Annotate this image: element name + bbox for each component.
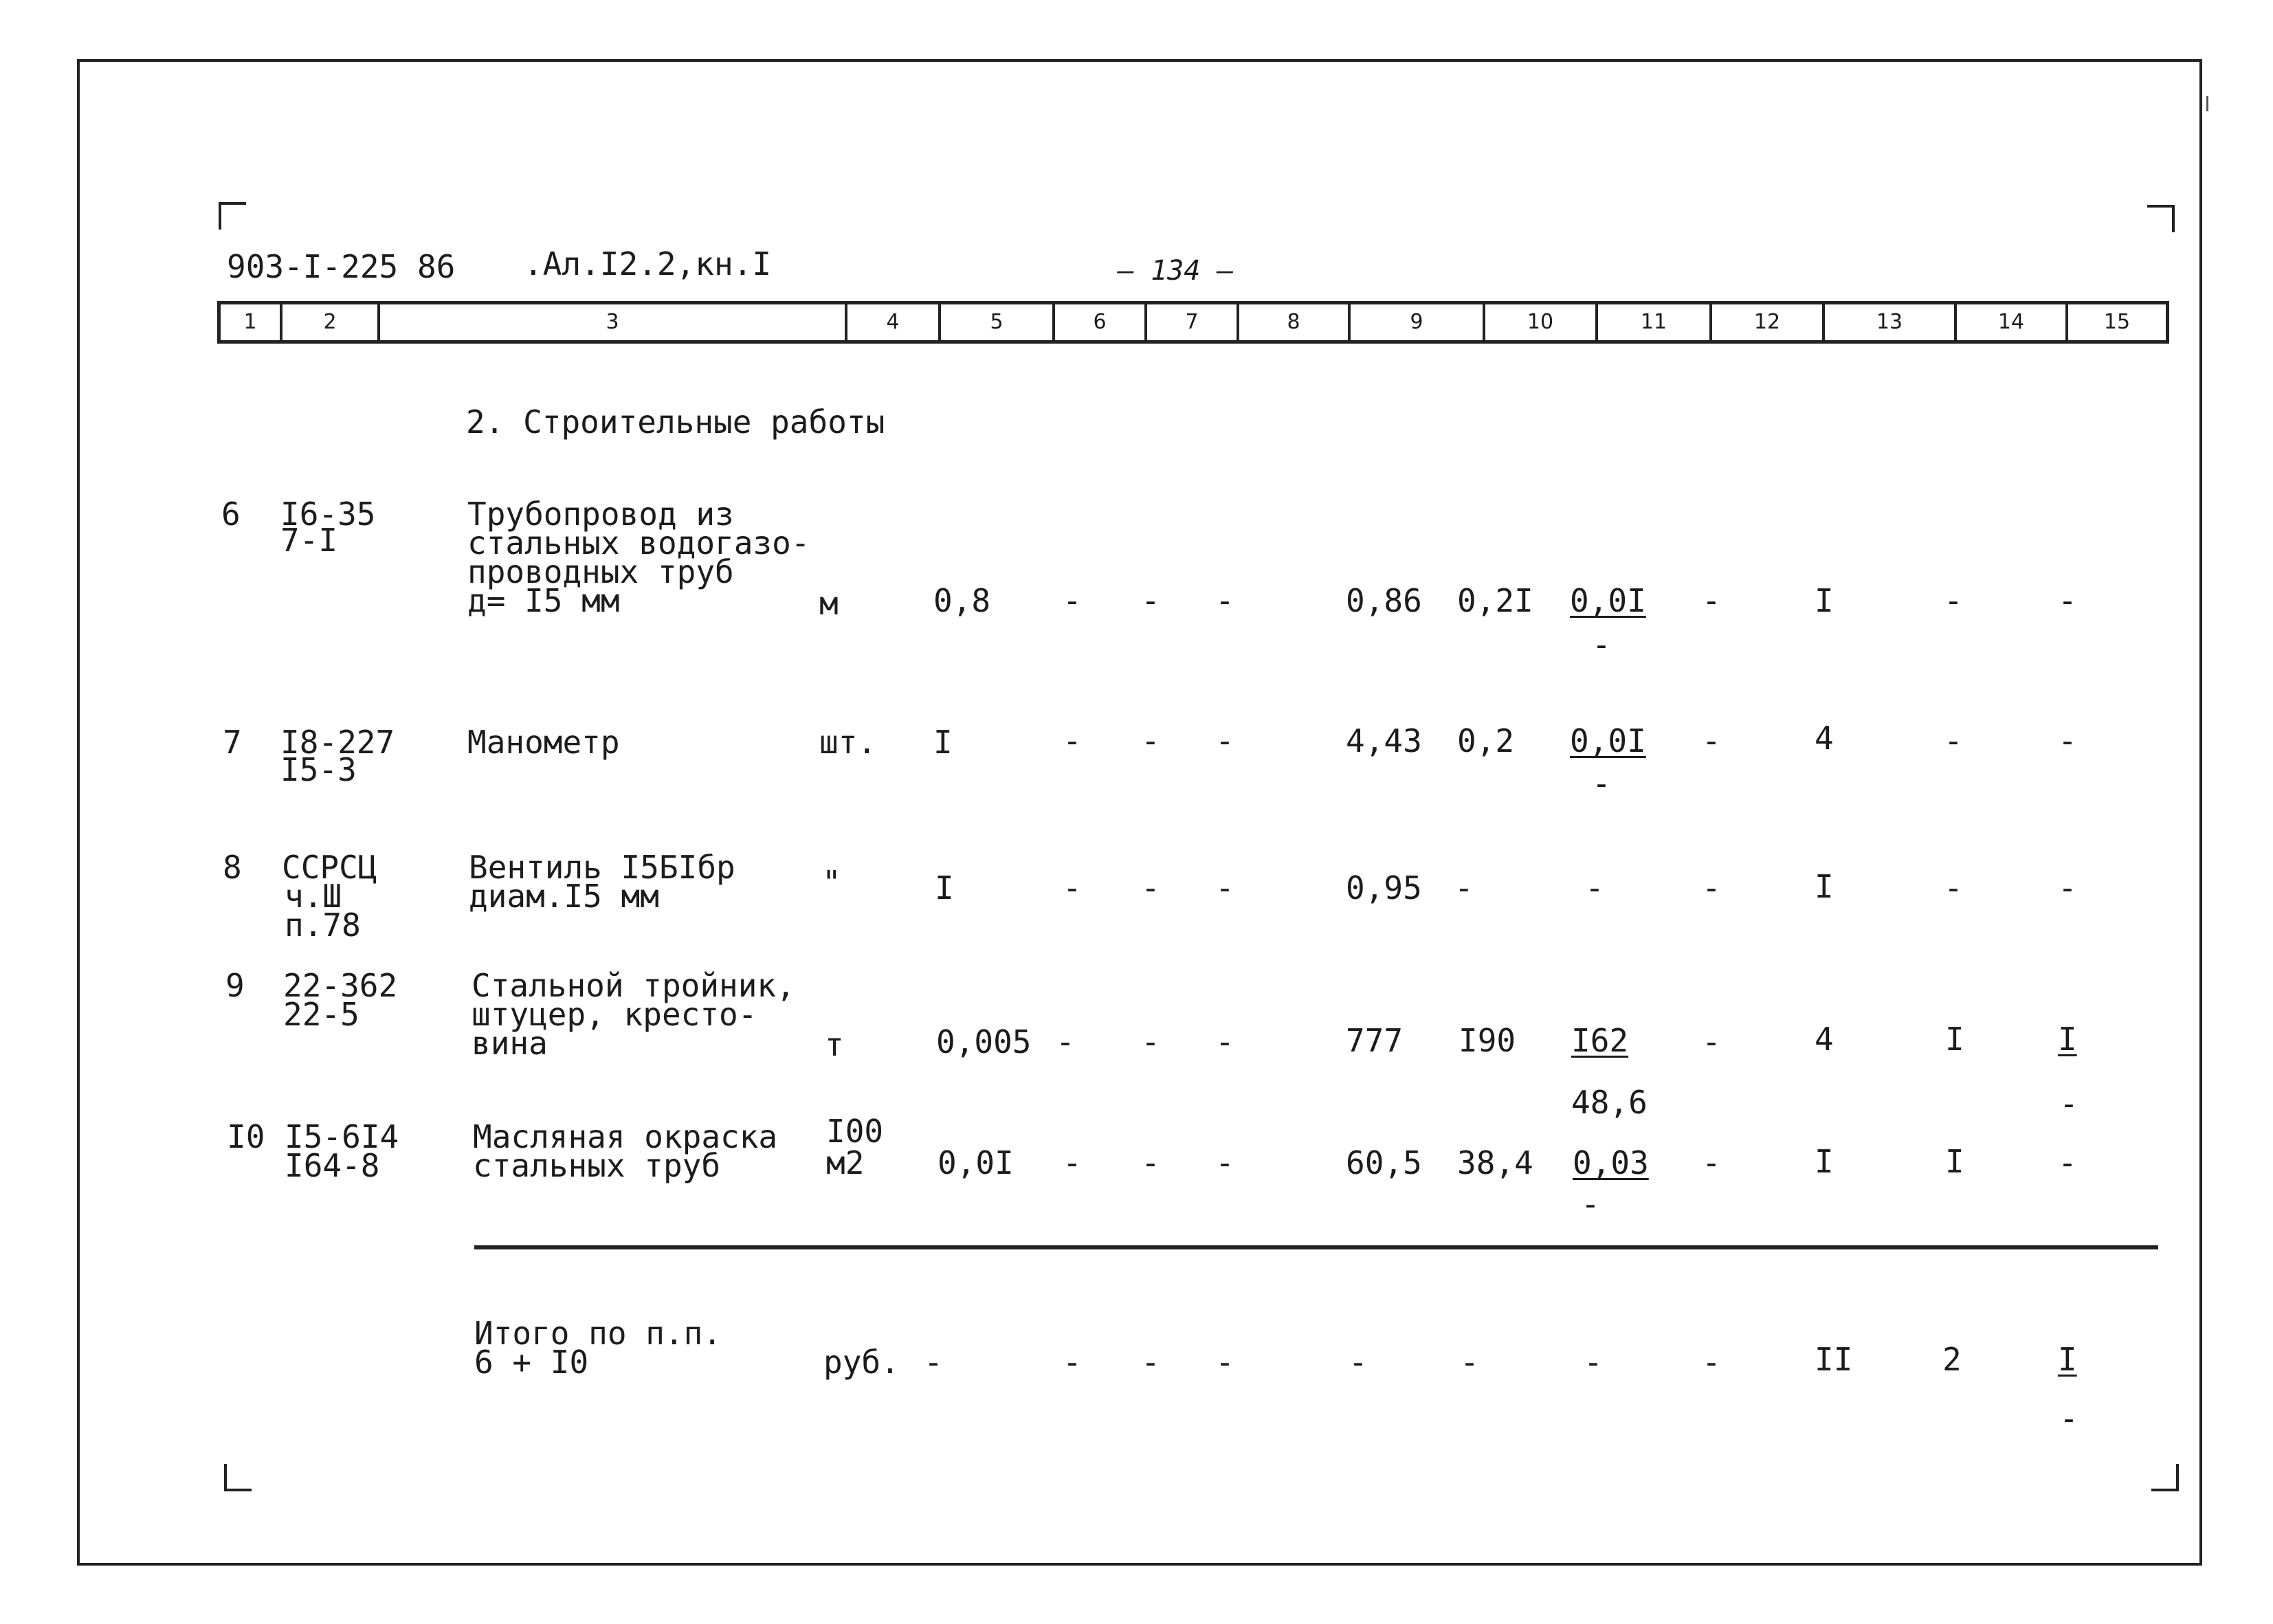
estimate-code: п.78 [285, 906, 361, 944]
cell-col15: I [2058, 1341, 2077, 1378]
cell-col7: - [1141, 1344, 1160, 1381]
cell-col6: - [1063, 582, 1082, 619]
cell-col11: I62 [1571, 1022, 1629, 1059]
column-header: 1 [221, 304, 282, 340]
work-name: стальных труб [473, 1147, 721, 1184]
column-header: 5 [941, 304, 1055, 340]
column-header: 13 [1825, 304, 1957, 340]
cell-col14: - [1944, 869, 1963, 906]
work-name: стальных водогазо- [467, 524, 810, 561]
cell-col12: - [1702, 1023, 1721, 1060]
cell-col15: - [2058, 722, 2077, 759]
column-header: 12 [1712, 304, 1825, 340]
estimate-code: ССРСЦ [282, 849, 377, 886]
work-name: штуцер, кресто- [472, 996, 757, 1033]
cell-col13: I [1815, 1143, 1834, 1180]
row-number: I0 [227, 1118, 265, 1155]
total-separator-line [474, 1245, 2158, 1249]
column-header-strip [217, 301, 2169, 344]
column-header: 9 [1351, 304, 1485, 340]
quantity: 0,0I [938, 1144, 1014, 1181]
cell-col11: - [1584, 1344, 1603, 1381]
cell-col12: - [1702, 1344, 1721, 1381]
corner-mark-top-left [219, 202, 246, 230]
column-header: 15 [2103, 310, 2131, 334]
corner-mark-bottom-left [224, 1464, 252, 1491]
cell-col8: - [1215, 1023, 1234, 1060]
unit: т [825, 1026, 844, 1063]
cell-col8: - [1215, 869, 1234, 906]
work-name: вина [472, 1025, 548, 1062]
cell-col13: 4 [1815, 1021, 1834, 1058]
estimate-code: 7-I [280, 522, 338, 559]
estimate-code: 22-5 [283, 996, 359, 1033]
page-number: — 134 — [1118, 255, 1234, 287]
cell-col11: 0,03 [1573, 1144, 1649, 1181]
cell-col9: 777 [1346, 1022, 1404, 1059]
cell-col8: - [1215, 722, 1234, 759]
unit: руб. [823, 1344, 900, 1381]
unit: шт. [819, 724, 877, 761]
cell-col14: - [1944, 722, 1963, 759]
cell-col10: I90 [1459, 1022, 1516, 1059]
cell-col9: - [1349, 1344, 1368, 1381]
column-header: 8 [1239, 304, 1351, 340]
cell-col11: - [1585, 869, 1604, 906]
estimate-code: I64-8 [285, 1147, 380, 1184]
cell-col15: - [2058, 869, 2077, 906]
cell-col14: I [1945, 1021, 1964, 1058]
row-number: 8 [223, 849, 242, 886]
cell-col11-sub: - [1592, 626, 1611, 663]
cell-col7: - [1141, 722, 1160, 759]
cell-col10: - [1454, 869, 1474, 906]
cell-col8: - [1215, 582, 1234, 619]
column-header: 2 [282, 304, 380, 340]
quantity: I [935, 869, 954, 906]
corner-mark-top-right [2147, 205, 2175, 232]
estimate-code: I5-6I4 [285, 1118, 399, 1155]
corner-mark-bottom-right [2151, 1464, 2179, 1491]
column-header: 6 [1055, 304, 1147, 340]
row-number: 6 [221, 496, 241, 533]
cell-col15-sub: - [2059, 1400, 2078, 1437]
cell-col7: - [1141, 582, 1160, 619]
cell-col11-sub: - [1592, 765, 1611, 802]
cell-col11: 0,0I [1570, 582, 1646, 619]
work-name: Вентиль I5БIбр [469, 849, 735, 886]
cell-col12: - [1702, 582, 1721, 619]
column-header: 3 [380, 304, 847, 340]
cell-col10: - [1460, 1344, 1479, 1381]
cell-col10: 38,4 [1457, 1144, 1533, 1181]
cell-col13: I [1815, 582, 1834, 619]
cell-col12: - [1702, 1144, 1721, 1181]
cell-col10: 0,2I [1457, 582, 1533, 619]
cell-col9: 4,43 [1346, 722, 1422, 759]
cell-col7: - [1141, 1144, 1160, 1181]
cell-col6: - [1063, 1144, 1082, 1181]
column-header: 10 [1485, 304, 1598, 340]
total-label: 6 + I0 [474, 1344, 589, 1381]
column-header: 7 [1147, 304, 1239, 340]
work-name: Стальной тройник, [472, 967, 795, 1004]
cell-col15: - [2058, 582, 2077, 619]
cell-col14: 2 [1942, 1341, 1962, 1378]
estimate-code: I6-35 [280, 496, 376, 533]
estimate-code: I5-3 [280, 751, 357, 788]
column-header: 11 [1598, 304, 1712, 340]
cell-col11-sub: 48,6 [1571, 1084, 1648, 1121]
estimate-code: 22-362 [283, 967, 398, 1004]
cell-col15: I [2058, 1021, 2077, 1058]
total-label: Итого по п.п. [474, 1315, 722, 1352]
cell-col12: - [1702, 722, 1721, 759]
work-name: проводных труб [467, 553, 734, 590]
cell-col12: - [1702, 869, 1721, 906]
column-header: 4 [847, 304, 941, 340]
cell-col15-sub: - [2059, 1085, 2078, 1122]
cell-col6: - [1063, 722, 1082, 759]
cell-col14: I [1945, 1143, 1964, 1180]
estimate-code: ч.Ш [285, 878, 342, 915]
cell-col6: - [1063, 869, 1082, 906]
cell-col8: - [1215, 1344, 1234, 1381]
work-name: д= I5 мм [467, 582, 620, 619]
work-name: Трубопровод из [467, 496, 734, 533]
cell-col8: - [1215, 1144, 1234, 1181]
cell-col9: 0,95 [1346, 869, 1422, 906]
cell-col15: - [2058, 1144, 2077, 1181]
work-name: Масляная окраска [473, 1118, 778, 1155]
cell-col6: - [1056, 1023, 1075, 1060]
cell-col10: 0,2 [1457, 722, 1515, 759]
cell-col9: 0,86 [1346, 582, 1422, 619]
cell-col7: - [1141, 1023, 1160, 1060]
cell-col13: II [1815, 1341, 1853, 1378]
row-number: 7 [223, 724, 242, 761]
work-name: Манометр [467, 724, 620, 761]
cell-col6: - [1063, 1344, 1082, 1381]
unit: I00 [826, 1113, 884, 1150]
unit: " [822, 864, 841, 901]
cell-col14: - [1944, 582, 1963, 619]
cell-col13: I [1815, 868, 1834, 905]
quantity: I [933, 724, 953, 761]
cell-col7: - [1141, 869, 1160, 906]
cell-col11-sub: - [1581, 1186, 1600, 1223]
unit: м2 [826, 1144, 865, 1181]
cell-col9: 60,5 [1346, 1144, 1422, 1181]
cell-col5: - [924, 1344, 943, 1381]
margin-mark [2206, 96, 2208, 111]
work-name: диам.I5 мм [469, 878, 659, 915]
row-number: 9 [225, 967, 245, 1004]
unit: м [819, 585, 839, 622]
cell-col11: 0,0I [1570, 722, 1646, 759]
quantity: 0,005 [936, 1023, 1032, 1060]
cell-col13: 4 [1815, 720, 1834, 757]
estimate-code: I8-227 [280, 724, 395, 761]
quantity: 0,8 [933, 582, 991, 619]
album-reference: .Ал.I2.2,кн.I [524, 245, 772, 282]
section-title: 2. Строительные работы [466, 403, 885, 441]
doc-code: 903-I-225 86 [227, 248, 456, 285]
column-header: 14 [1957, 304, 2068, 340]
